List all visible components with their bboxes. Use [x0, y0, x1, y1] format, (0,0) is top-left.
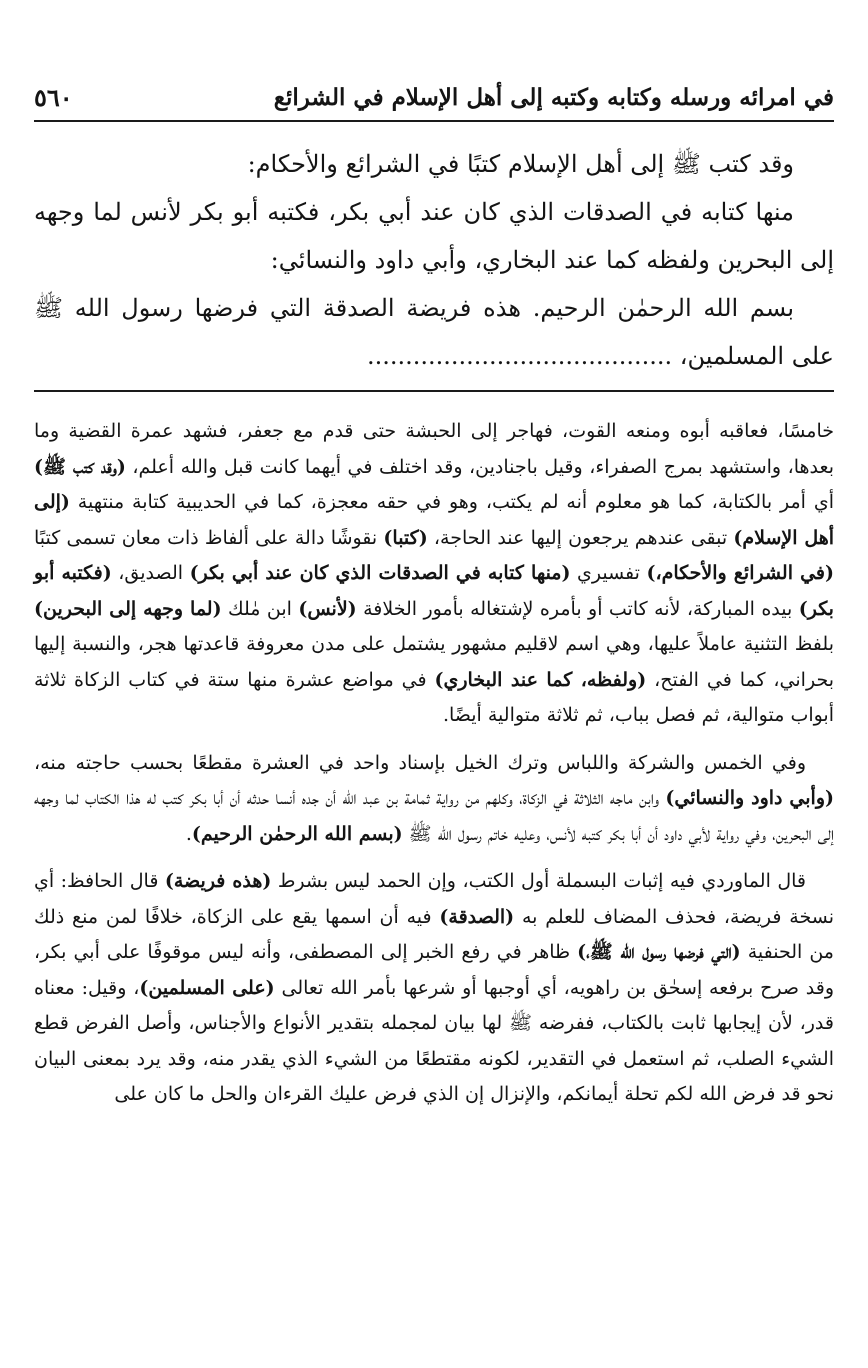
- commentary-text: وابن ماجه الثلاثة في الزكاة، وكلهم من رواية ثمامة بن عبد الله أن جده أنسا حدثه أن أبا بكر كتب له هذا الكتاب لما وجهه إلى البحرين، وفي رواية لأبي داود أن أبا بكر كتبه لأنس، وعليه خاتم رسول الله ﷺ: [34, 787, 834, 845]
- commentary-text: في مواضع عشرة منها ستة في كتاب الزكاة ثلاثة أبواب متوالية، ثم فصل بباب، ثم ثلاثة متوالية أيضًا.: [34, 668, 834, 726]
- running-header: [34, 80, 834, 122]
- running-title: في امرائه ورسله وكتابه وكتبه إلى أهل الإسلام في الشرائع: [273, 84, 834, 111]
- quoted-matn: (الصدقة): [439, 905, 515, 928]
- commentary-paragraph-1: [34, 414, 834, 734]
- main-text: [34, 140, 834, 380]
- quoted-matn: (منها كتابه في الصدقات الذي كان عند أبي بكر): [189, 562, 571, 584]
- commentary-text: تبقى عندهم يرجعون إليها عند الحاجة،: [427, 526, 734, 549]
- quoted-matn: (بسم الله الرحمٰن الرحيم): [191, 822, 403, 845]
- commentary-paragraph-2: [34, 746, 834, 853]
- quoted-matn: (وقد كتب ﷺ): [34, 455, 126, 478]
- commentary-text: الصديق،: [111, 562, 190, 584]
- commentary-text: .: [185, 822, 192, 845]
- commentary-text: ظاهر في رفع الخبر إلى المصطفى، وأنه ليس موقوفًا على أبي بكر، وقد صرح برفعه إسحٰق بن راهويه، أي أوجبها أو شرعها بأمر الله تعالى: [34, 941, 834, 999]
- quoted-matn: (وأبي داود والنسائي): [665, 787, 834, 809]
- quoted-matn: (التي فرضها رسول الله ﷺ،): [577, 941, 741, 963]
- commentary-text: ابن مٰلك: [221, 597, 299, 620]
- quoted-matn: (في الشرائع والأحكام،): [646, 562, 834, 584]
- matn-letter-source: منها كتابه في الصدقات الذي كان عند أبي بكر، فكتبه أبو بكر لأنس لما وجهه إلى البحرين ولفظه كما عند البخاري، وأبي داود والنسائي:: [34, 198, 834, 274]
- quoted-matn: (كتبا): [383, 526, 428, 549]
- matn-letter-opening: بسم الله الرحمٰن الرحيم. هذه فريضة الصدقة التي فرضها رسول الله ﷺ على المسلمين، ........................................: [34, 294, 834, 370]
- commentary-text: وفي الخمس والشركة واللباس وترك الخيل بإسناد واحد في العشرة مقطعًا بحسب حاجته منه،: [34, 751, 806, 774]
- footnote-divider: [34, 390, 834, 392]
- commentary-text: فيه أن اسمها يقع على الزكاة، خلافًا لمن منع ذلك من الحنفية: [34, 905, 834, 963]
- matn-intro: وقد كتب ﷺ إلى أهل الإسلام كتبًا في الشرائع والأحكام:: [247, 150, 794, 178]
- commentary-text: تفسيري: [570, 562, 647, 584]
- quoted-matn: (ولفظه، كما عند البخاري): [434, 668, 647, 691]
- quoted-matn: (هذه فريضة): [164, 870, 272, 892]
- commentary-text: خامسًا، فعاقبه أبوه ومنعه القوت، فهاجر إلى الحبشة حتى قدم مع جعفر، فشهد عمرة القضية وما بعدها، واستشهد بمرج الصفراء، وقيل باجنادين، وقد اختلف في أيهما كانت قبل والله أعلم،: [34, 420, 834, 478]
- page-number: ٥٦٠: [34, 83, 73, 112]
- commentary-text: ، وقيل: معناه قدر، لأن إيجابها ثابت بالكتاب، ففرضه ﷺ لها بيان لمجمله بتقدير الأنواع والأجناس، وأصل الفرض قطع الشيء الصلب، ثم استعمل في التقدير، لكونه مقتطعًا من الشيء الذي يقدر منه، وقد يرد بمعنى البيان نحو قد فرض الله لكم تحلة أيمانكم، والإنزال إن الذي فرض عليك القرءان والحل ما كان على: [34, 976, 834, 1105]
- commentary-text: بيده المباركة، لأنه كاتب أو بأمره لإشتغاله بأمور الخلافة: [356, 597, 799, 620]
- quoted-matn: (فكتبه أبو بكر): [34, 562, 834, 620]
- quoted-matn: (إلى أهل الإسلام): [34, 491, 835, 549]
- commentary-paragraph-3: [34, 864, 834, 1113]
- commentary-text: قال الماوردي فيه إثبات البسملة أول الكتب، وإن الحمد ليس بشرط: [271, 870, 806, 892]
- commentary-text: بلفظ التثنية عاملاً عليها، وهي اسم لاقليم مشهور يشتمل على مدن معروفة قاعدتها هجر، والنسبة إليها بحراني، كما في الفتح،: [34, 633, 834, 691]
- commentary-text: قال الحافظ: أي نسخة فريضة، فحذف المضاف للعلم به: [34, 870, 834, 928]
- quoted-matn: (لأنس): [298, 597, 357, 620]
- quoted-matn: (على المسلمين): [139, 976, 275, 999]
- commentary-text: أي أمر بالكتابة، كما هو معلوم أنه لم يكتب، وهو في حقه معجزة، كما في الحديبية كتابة منتهية: [69, 491, 834, 513]
- quoted-matn: (لما وجهه إلى البحرين): [34, 597, 222, 620]
- commentary: [34, 414, 834, 1113]
- commentary-text: نقوشًا دالة على ألفاظ ذات معان تسمى كتبًا: [34, 526, 384, 549]
